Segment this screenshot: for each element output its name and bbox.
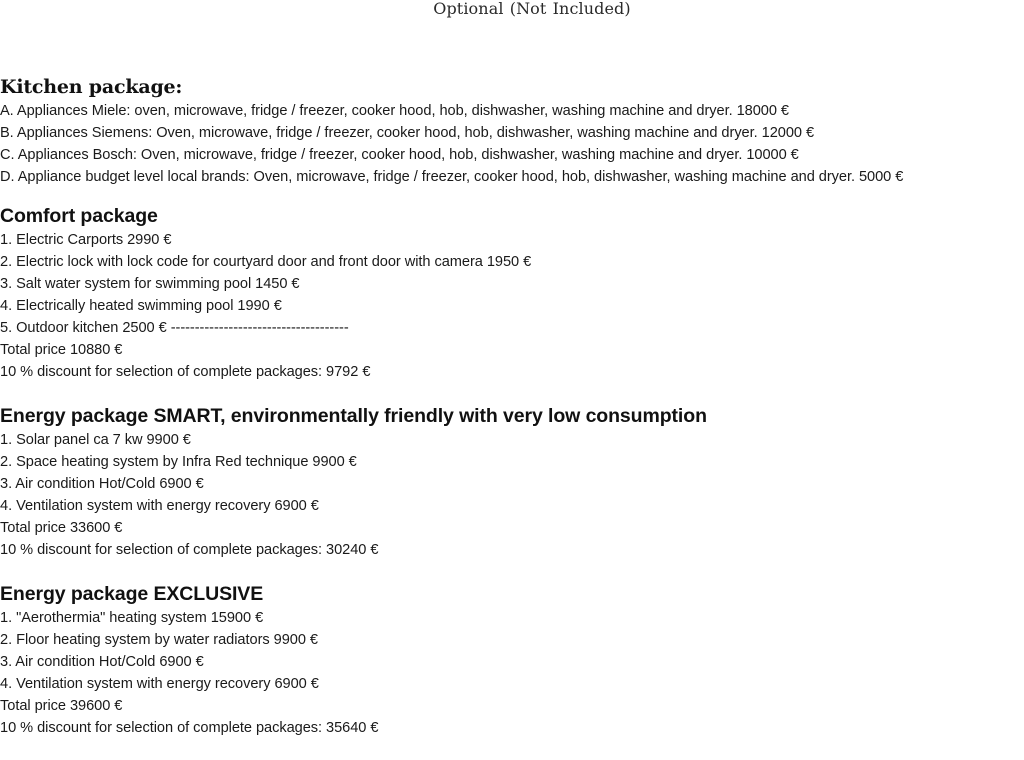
comfort-item: 1. Electric Carports 2990 € <box>0 232 172 248</box>
smart-package-heading: Energy package SMART, environmentally friendly with very low consumption <box>0 405 707 427</box>
exclusive-item: 4. Ventilation system with energy recovery 6900 € <box>0 676 319 692</box>
document-body <box>0 74 1024 739</box>
smart-item: 4. Ventilation system with energy recovery 6900 € <box>0 498 319 514</box>
kitchen-package-heading: Kitchen package: <box>0 76 183 98</box>
smart-item: 1. Solar panel ca 7 kw 9900 € <box>0 432 191 448</box>
comfort-item: 3. Salt water system for swimming pool 1450 € <box>0 276 300 292</box>
comfort-package-heading: Comfort package <box>0 205 158 227</box>
comfort-package-section <box>0 203 1024 383</box>
kitchen-package-section <box>0 74 1024 188</box>
smart-item: 2. Space heating system by Infra Red technique 9900 € <box>0 454 357 470</box>
exclusive-item: 1. "Aerothermia" heating system 15900 € <box>0 610 264 626</box>
comfort-item: 5. Outdoor kitchen 2500 € ------------------------------------- <box>0 320 349 336</box>
smart-total-price: Total price 33600 € <box>0 520 123 536</box>
smart-item: 3. Air condition Hot/Cold 6900 € <box>0 476 204 492</box>
exclusive-item: 2. Floor heating system by water radiators 9900 € <box>0 632 318 648</box>
smart-discount-price: 10 % discount for selection of complete packages: 30240 € <box>0 542 379 558</box>
exclusive-package-heading: Energy package EXCLUSIVE <box>0 583 264 605</box>
page-title: Optional (Not Included) <box>433 0 631 18</box>
exclusive-total-price: Total price 39600 € <box>0 698 123 714</box>
comfort-item: 2. Electric lock with lock code for courtyard door and front door with camera 1950 € <box>0 254 532 270</box>
exclusive-package-section <box>0 581 1024 739</box>
exclusive-discount-price: 10 % discount for selection of complete packages: 35640 € <box>0 720 379 736</box>
kitchen-option-a: A. Appliances Miele: oven, microwave, fridge / freezer, cooker hood, hob, dishwasher, washing machine and dryer. 18000 € <box>0 103 790 119</box>
comfort-item: 4. Electrically heated swimming pool 1990 € <box>0 298 282 314</box>
kitchen-option-c: C. Appliances Bosch: Oven, microwave, fridge / freezer, cooker hood, hob, dishwasher, washing machine and dryer. 10000 € <box>0 147 799 163</box>
exclusive-item: 3. Air condition Hot/Cold 6900 € <box>0 654 204 670</box>
comfort-discount-price: 10 % discount for selection of complete packages: 9792 € <box>0 364 371 380</box>
kitchen-option-b: B. Appliances Siemens: Oven, microwave, fridge / freezer, cooker hood, hob, dishwasher, washing machine and dryer. 12000 € <box>0 125 815 141</box>
comfort-total-price: Total price 10880 € <box>0 342 123 358</box>
kitchen-option-d: D. Appliance budget level local brands: Oven, microwave, fridge / freezer, cooker hood, hob, dishwasher, washing machine and dryer. 5000 € <box>0 169 904 185</box>
smart-package-section <box>0 403 1024 561</box>
